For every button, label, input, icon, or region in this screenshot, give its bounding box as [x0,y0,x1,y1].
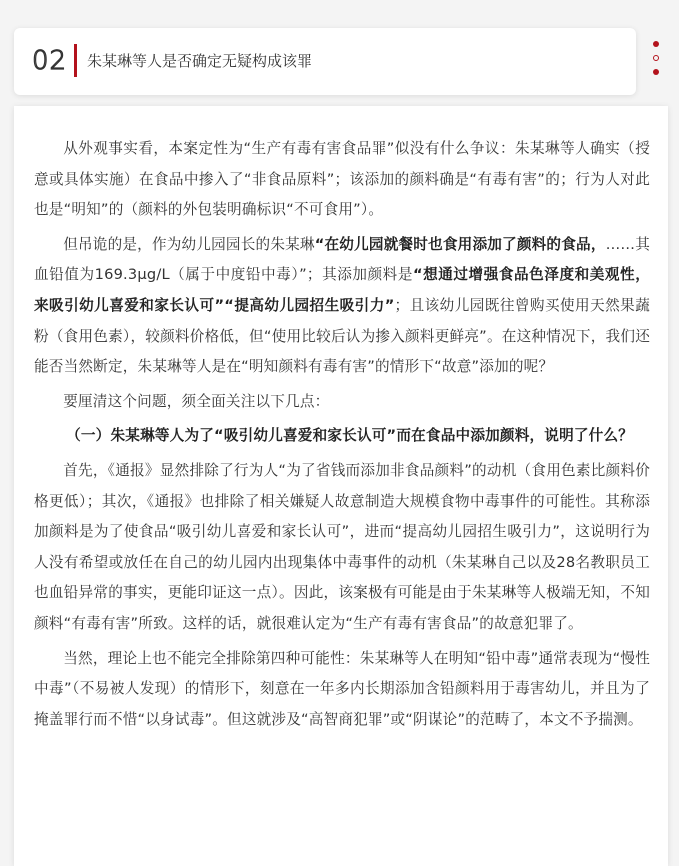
text-run: 但吊诡的是，作为幼儿园园长的朱某琳 [63,235,315,253]
text-run: ……其血铅值为169.3μg/L（属于中度铅中毒）”；其添加颜料是 [34,235,651,284]
article-body [34,134,650,739]
dot-icon [653,55,659,61]
text-run: 首先，《通报》显然排除了行为人“为了省钱而添加非食品颜料”的动机（食用色素比颜料价格更低）；其次，《通报》也排除了相关嫌疑人故意制造大规模食物中毒事件的可能性。其称添加颜料是为了使食品“吸引幼儿喜爱和家长认可”，进而“提高幼儿园招生吸引力”，这说明行为人没有希望或放任在自己的幼儿园内出现集体中毒事件的动机（朱某琳自己以及28名教职员工也血铅异常的事实，更能印证这一点）。因此，该案极有可能是由于朱某琳等人极端无知，不知颜料“有毒有害”所致。这样的话，就很难认定为“生产有毒有害食品”的故意犯罪了。 [34,461,650,632]
text-run-bold: “在幼儿园就餐时也食用添加了颜料的食品， [314,235,606,253]
section-title: 朱某琳等人是否确定无疑构成该罪 [87,52,313,70]
section-accent-bar [74,44,77,77]
text-run: 从外观事实看，本案定性为“生产有毒有害食品罪”似没有什么争议：朱某琳等人确实（授意或具体实施）在食品中掺入了“非食品原料”；该添加的颜料确是“有毒有害”的；行为人对此也是“明知”的（颜料的外包装明确标识“不可食用”）。 [34,140,650,219]
dot-icon [653,41,659,47]
paragraph-2 [34,230,650,383]
paragraph-1 [34,134,650,226]
text-run: ；且该幼儿园既往曾购买使用天然果蔬粉（食用色素），较颜料价格低，但“使用比较后认为掺入颜料更鲜亮”。在这种情况下，我们还能否当然断定，朱某琳等人是在“明知颜料有毒有害”的情形下“故意”添加的呢？ [34,296,651,376]
dot-icon [653,69,659,75]
section-number: 02 [32,46,68,76]
text-run-bold: （一）朱某琳等人为了“吸引幼儿喜爱和家长认可”而在食品中添加颜料，说明了什么？ [66,427,634,445]
section-header-card [14,28,636,95]
subheading [34,421,650,452]
text-run-bold: “想通过增强食品色泽度和美观性，来吸引幼儿喜爱和家长认可”“提高幼儿园招生吸引力” [34,266,650,314]
paragraph-6 [34,644,650,736]
paragraph-3 [34,387,650,418]
paragraph-5 [34,456,650,640]
text-run: 要厘清这个问题，须全面关注以下几点： [63,392,330,410]
text-run: 当然，理论上也不能完全排除第四种可能性：朱某琳等人在明知“铅中毒”通常表现为“慢性中毒”（不易被人发现）的情形下，刻意在一年多内长期添加含铅颜料用于毒害幼儿，并且为了掩盖罪行而不惜“以身试毒”。但这就涉及“高智商犯罪”或“阴谋论”的范畴了，本文不予揣测。 [34,649,650,728]
decorative-dots [653,41,659,83]
